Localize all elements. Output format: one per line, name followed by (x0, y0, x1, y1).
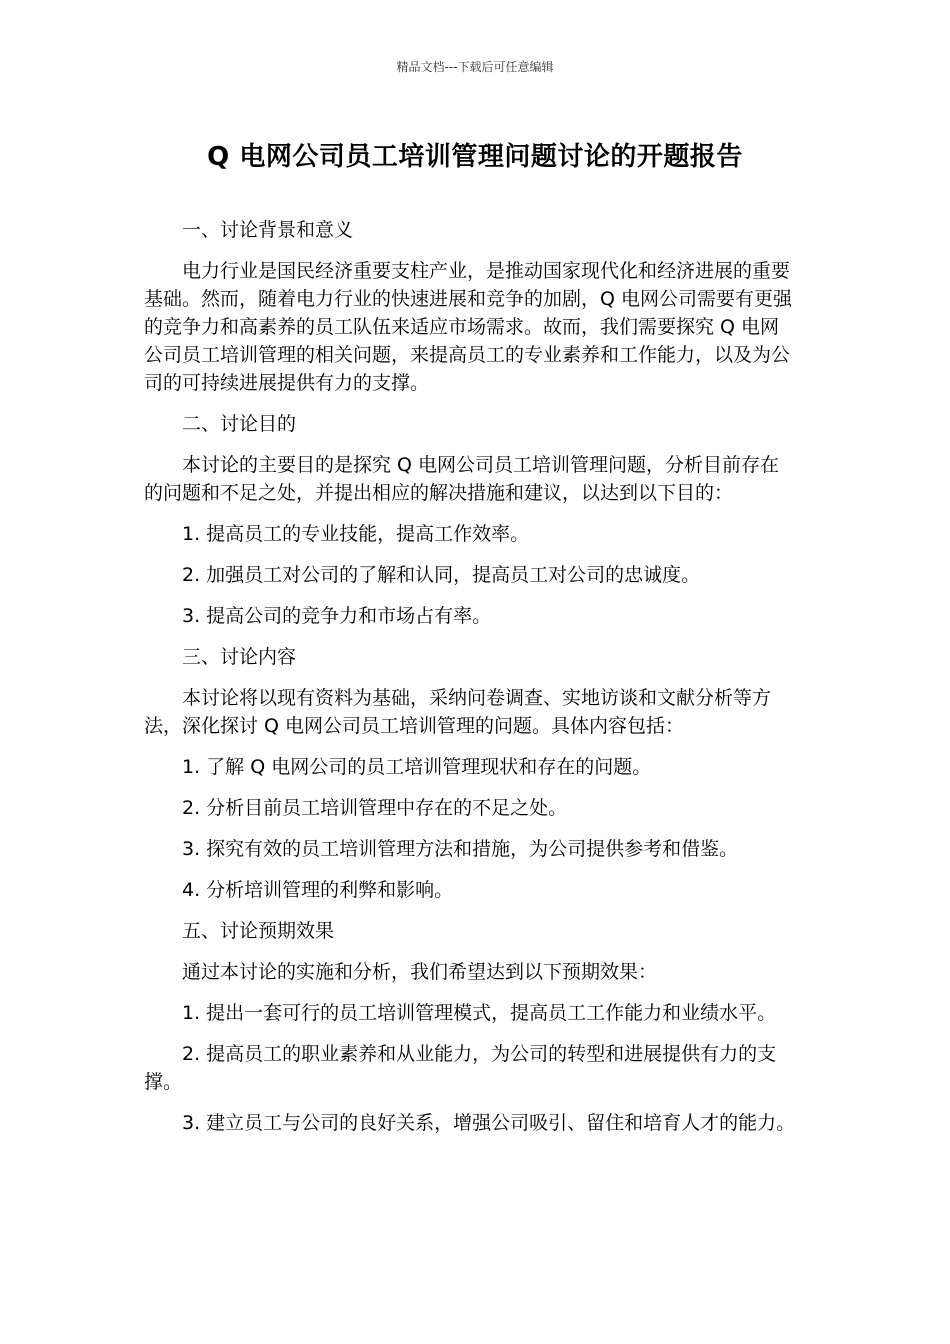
content-item-1: 1. 了解 Q 电网公司的员工培训管理现状和存在的问题。 (182, 756, 652, 778)
expected-item-2: 2. 提高员工的职业素养和从业能力，为公司的转型和进展提供有力的支撑。 (144, 1043, 777, 1093)
document-title: Q 电网公司员工培训管理问题讨论的开题报告 (207, 142, 743, 172)
content-item-4: 4. 分析培训管理的利弊和影响。 (182, 879, 454, 901)
expected-item-1: 1. 提出一套可行的员工培训管理模式，提高员工工作能力和业绩水平。 (182, 1002, 777, 1024)
section-heading-expected: 五、讨论预期效果 (182, 920, 335, 942)
purpose-item-3: 3. 提高公司的竞争力和市场占有率。 (182, 605, 492, 627)
purpose-item-1: 1. 提高员工的专业技能，提高工作效率。 (182, 523, 530, 545)
section-heading-purpose: 二、讨论目的 (182, 413, 297, 435)
paragraph-purpose: 本讨论的主要目的是探究 Q 电网公司员工培训管理问题，分析目前存在的问题和不足之处，并提出相应的解决措施和建议，以达到以下目的： (144, 454, 780, 504)
paragraph-expected: 通过本讨论的实施和分析，我们希望达到以下预期效果： (182, 961, 658, 983)
paragraph-background: 电力行业是国民经济重要支柱产业，是推动国家现代化和经济进展的重要基础。然而，随着电力行业的快速进展和竞争的加剧，Q 电网公司需要有更强的竞争力和高素养的员工队伍来适应市场需求。故而，我们需要探究 Q 电网公司员工培训管理的相关问题，来提高员工的专业素养和工作能力，以及为公司的可持续进展提供有力的支撑。 (144, 260, 792, 394)
content-item-3: 3. 探究有效的员工培训管理方法和措施，为公司提供参考和借鉴。 (182, 838, 739, 860)
paragraph-content: 本讨论将以现有资料为基础，采纳问卷调查、实地访谈和文献分析等方法，深化探讨 Q 电网公司员工培训管理的问题。具体内容包括： (144, 687, 772, 737)
purpose-item-2: 2. 加强员工对公司的了解和认同，提高员工对公司的忠诚度。 (182, 564, 701, 586)
section-heading-content: 三、讨论内容 (182, 646, 297, 668)
content-item-2: 2. 分析目前员工培训管理中存在的不足之处。 (182, 797, 568, 819)
section-heading-background: 一、讨论背景和意义 (182, 219, 354, 241)
header-note: 精品文档---下载后可任意编辑 (396, 60, 554, 74)
expected-item-3: 3. 建立员工与公司的良好关系，增强公司吸引、留住和培育人才的能力。 (182, 1112, 796, 1134)
document-body (144, 216, 798, 1150)
